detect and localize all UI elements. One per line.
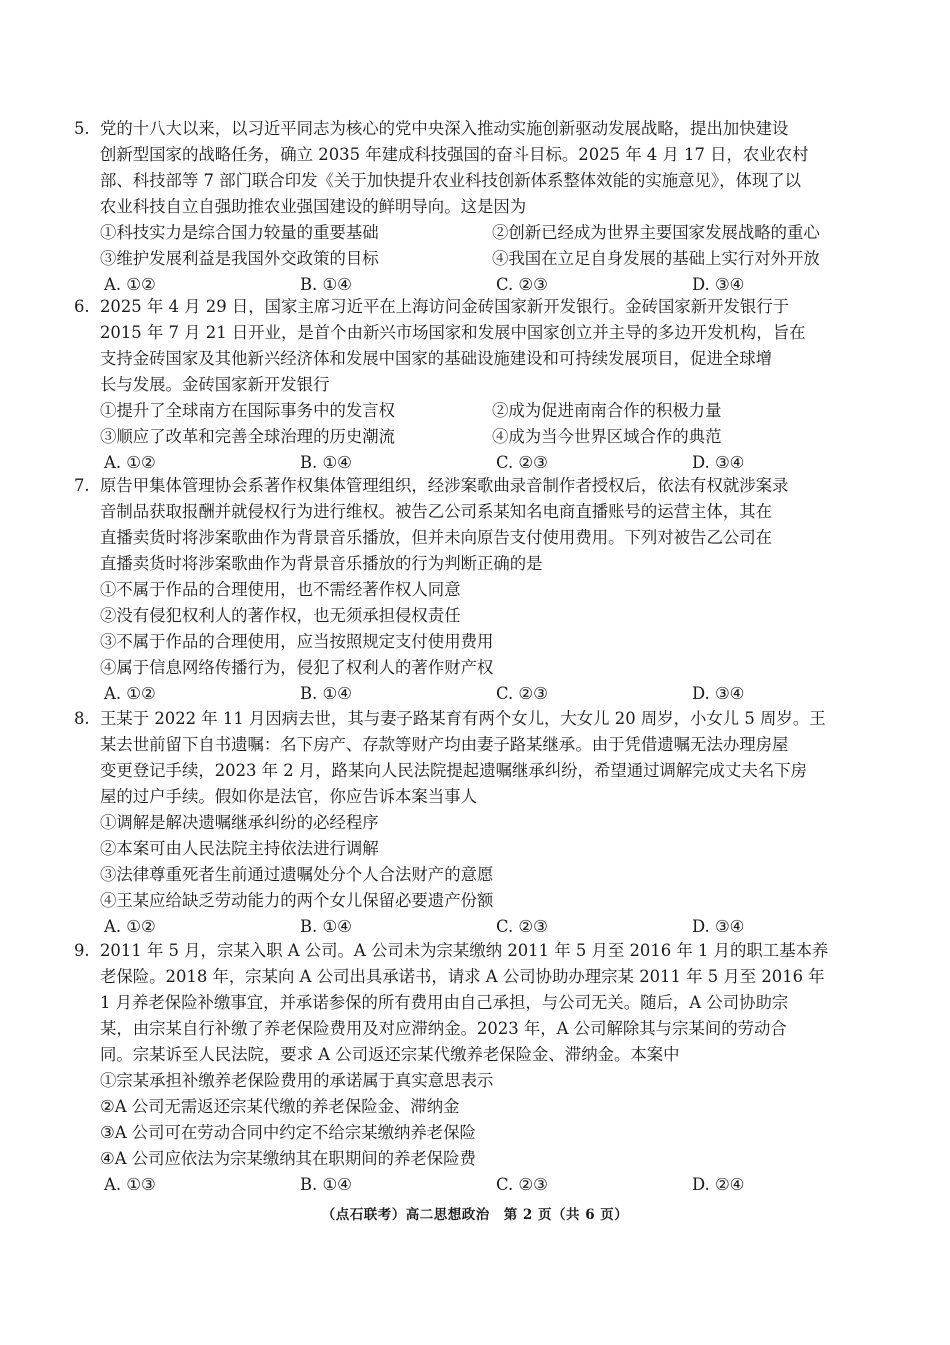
option-2: ②本案可由人民法院主持依法进行调解	[100, 839, 379, 858]
question-stem-line: 7. 原告甲集体管理协会系著作权集体管理组织，经涉案歌曲录音制作者授权后，依法有权就涉案录	[74, 473, 894, 499]
question-stem-line: 9. 2011 年 5 月，宗某入职 A 公司。A 公司未为宗某缴纳 2011 年 5 月至 2016 年 1 月的职工基本养	[74, 938, 894, 964]
option-3: ③维护发展利益是我国外交政策的目标	[100, 249, 379, 268]
choice-a: A. ①②	[104, 684, 156, 703]
option-4: ④A 公司应依法为宗某缴纳其在职期间的养老保险费	[100, 1149, 476, 1168]
question-7	[74, 473, 894, 707]
choice-d: D. ③④	[692, 275, 745, 294]
question-number: 7.	[74, 476, 90, 495]
option-3: ③顺应了改革和完善全球治理的历史潮流	[100, 427, 396, 446]
option-1: ①调解是解决遗嘱继承纠纷的必经程序	[100, 813, 379, 832]
question-stem-line: 8. 王某于 2022 年 11 月因病去世，其与妻子路某育有两个女儿，大女儿 20 周岁，小女儿 5 周岁。王	[74, 706, 894, 732]
choice-b: B. ①④	[300, 275, 352, 294]
question-9	[74, 938, 894, 1198]
choice-c: C. ②③	[496, 1175, 548, 1194]
question-stem-line: 5. 党的十八大以来，以习近平同志为核心的党中央深入推动实施创新驱动发展战略，提出加快建设	[74, 116, 894, 142]
choice-b: B. ①④	[300, 1175, 352, 1194]
question-stem-line: 老保险。2018 年，宗某向 A 公司出具承诺书，请求 A 公司协助办理宗某 2011 年 5 月至 2016 年	[100, 967, 825, 986]
option-row	[74, 398, 894, 424]
choice-a: A. ①③	[104, 1175, 156, 1194]
choice-c: C. ②③	[496, 917, 548, 936]
choice-b: B. ①④	[300, 684, 352, 703]
question-stem-line: 6. 2025 年 4 月 29 日，国家主席习近平在上海访问金砖国家新开发银行。金砖国家新开发银行于	[74, 294, 894, 320]
question-stem-line: 创新型国家的战略任务，确立 2035 年建成科技强国的奋斗目标。2025 年 4 月 17 日，农业农村	[100, 145, 809, 164]
option-4: ④属于信息网络传播行为，侵犯了权利人的著作财产权	[100, 658, 494, 677]
question-8	[74, 706, 894, 940]
question-stem-line: 音制品获取报酬并就侵权行为进行维权。被告乙公司系某知名电商直播账号的运营主体，其在	[100, 502, 773, 521]
question-stem-line: 1 月养老保险补缴事宜，并承诺参保的所有费用由自己承担，与公司无关。随后，A 公司协助宗	[100, 993, 789, 1012]
question-number: 6.	[74, 297, 90, 316]
option-4: ④我国在立足自身发展的基础上实行对外开放	[492, 249, 820, 268]
option-2: ②A 公司无需返还宗某代缴的养老保险金、滞纳金	[100, 1097, 460, 1116]
answer-choices	[74, 914, 894, 940]
option-2: ②创新已经成为世界主要国家发展战略的重心	[492, 223, 820, 242]
option-4: ④王某应给缺乏劳动能力的两个女儿保留必要遗产份额	[100, 891, 494, 910]
option-3: ③法律尊重死者生前通过遗嘱处分个人合法财产的意愿	[100, 865, 494, 884]
question-stem-line: 支持金砖国家及其他新兴经济体和发展中国家的基础设施建设和可持续发展项目，促进全球增	[100, 349, 773, 368]
question-stem-line: 某去世前留下自书遗嘱：名下房产、存款等财产均由妻子路某继承。由于凭借遗嘱无法办理房屋	[100, 735, 789, 754]
question-stem-line: 屋的过户手续。假如你是法官，你应告诉本案当事人	[100, 787, 477, 806]
option-1: ①不属于作品的合理使用，也不需经著作权人同意	[100, 580, 461, 599]
option-1: ①宗某承担补缴养老保险费用的承诺属于真实意思表示	[100, 1071, 494, 1090]
question-number: 5.	[74, 119, 90, 138]
option-1: ①提升了全球南方在国际事务中的发言权	[100, 401, 396, 420]
option-row	[74, 424, 894, 450]
page-footer: （点石联考）高二思想政治 第 2 页（共 6 页）	[321, 1207, 629, 1223]
question-stem-line: 某，由宗某自行补缴了养老保险费用及对应滞纳金。2023 年，A 公司解除其与宗某间的劳动合	[100, 1019, 787, 1038]
choice-d: D. ②④	[692, 1175, 745, 1194]
choice-b: B. ①④	[300, 453, 352, 472]
option-4: ④成为当今世界区域合作的典范	[492, 427, 722, 446]
choice-c: C. ②③	[496, 453, 548, 472]
option-row	[74, 246, 894, 272]
option-3: ③A 公司可在劳动合同中约定不给宗某缴纳养老保险	[100, 1123, 476, 1142]
question-5	[74, 116, 894, 298]
question-stem-line: 同。宗某诉至人民法院，要求 A 公司返还宗某代缴养老保险金、滞纳金。本案中	[100, 1045, 680, 1064]
question-number: 9.	[74, 941, 90, 960]
option-1: ①科技实力是综合国力较量的重要基础	[100, 223, 379, 242]
answer-choices	[74, 681, 894, 707]
choice-a: A. ①②	[104, 275, 156, 294]
choice-d: D. ③④	[692, 453, 745, 472]
choice-c: C. ②③	[496, 684, 548, 703]
question-stem-line: 直播卖货时将涉案歌曲作为背景音乐播放的行为判断正确的是	[100, 554, 543, 573]
question-stem-line: 2015 年 7 月 21 日开业，是首个由新兴市场国家和发展中国家创立并主导的多边开发机构，旨在	[100, 323, 806, 342]
choice-a: A. ①②	[104, 453, 156, 472]
option-3: ③不属于作品的合理使用，应当按照规定支付使用费用	[100, 632, 494, 651]
option-2: ②没有侵犯权利人的著作权，也无须承担侵权责任	[100, 606, 461, 625]
choice-d: D. ③④	[692, 917, 745, 936]
question-number: 8.	[74, 709, 90, 728]
question-stem-line: 直播卖货时将涉案歌曲作为背景音乐播放，但并未向原告支付使用费用。下列对被告乙公司在	[100, 528, 773, 547]
choice-d: D. ③④	[692, 684, 745, 703]
question-6	[74, 294, 894, 476]
question-stem-line: 长与发展。金砖国家新开发银行	[100, 375, 330, 394]
choice-a: A. ①②	[104, 917, 156, 936]
option-2: ②成为促进南南合作的积极力量	[492, 401, 722, 420]
question-stem-line: 农业科技自立自强助推农业强国建设的鲜明导向。这是因为	[100, 197, 527, 216]
answer-choices	[74, 1172, 894, 1198]
choice-c: C. ②③	[496, 275, 548, 294]
choice-b: B. ①④	[300, 917, 352, 936]
option-row	[74, 220, 894, 246]
question-stem-line: 部、科技部等 7 部门联合印发《关于加快提升农业科技创新体系整体效能的实施意见》，体现了以	[100, 171, 802, 190]
question-stem-line: 变更登记手续，2023 年 2 月，路某向人民法院提起遗嘱继承纠纷，希望通过调解完成丈夫名下房	[100, 761, 808, 780]
